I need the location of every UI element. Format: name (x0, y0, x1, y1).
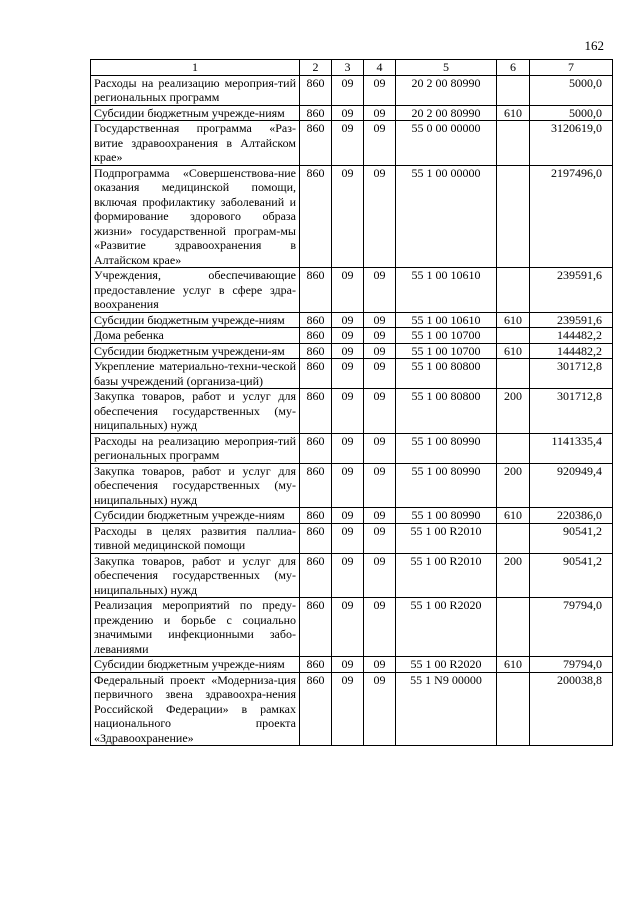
ministry-code-cell: 860 (300, 508, 332, 524)
target-article-cell: 55 1 00 R2020 (396, 598, 497, 657)
ministry-code-cell: 860 (300, 657, 332, 673)
expense-type-cell: 610 (497, 312, 530, 328)
ministry-code-cell: 860 (300, 268, 332, 313)
expense-type-cell: 200 (497, 389, 530, 434)
amount-cell: 1141335,4 (530, 433, 613, 463)
expense-type-cell (497, 165, 530, 268)
target-article-cell: 55 1 00 R2010 (396, 523, 497, 553)
amount-cell: 239591,6 (530, 268, 613, 313)
amount-cell: 144482,2 (530, 328, 613, 344)
table-row (91, 359, 613, 389)
section-code-cell: 09 (332, 165, 364, 268)
section-code-cell: 09 (332, 553, 364, 598)
table-row (91, 463, 613, 508)
table-row (91, 343, 613, 359)
target-article-cell: 55 1 00 80800 (396, 389, 497, 434)
column-header: 1 (91, 60, 300, 76)
ministry-code-cell: 860 (300, 389, 332, 434)
ministry-code-cell: 860 (300, 165, 332, 268)
budget-table (90, 59, 613, 746)
row-name-cell: Субсидии бюджетным учрежде-ниям (91, 312, 300, 328)
subsection-code-cell: 09 (364, 508, 396, 524)
row-name-cell: Подпрограмма «Совершенствова-ние оказания медицинской помощи, включая профилактику заболеваний и формирование здорового образа жизни» государственной програм-мы «Развитие здравоохранения в Алтайском крае» (91, 165, 300, 268)
amount-cell: 2197496,0 (530, 165, 613, 268)
table-row (91, 121, 613, 166)
table-row (91, 268, 613, 313)
section-code-cell: 09 (332, 672, 364, 746)
table-row (91, 657, 613, 673)
subsection-code-cell: 09 (364, 121, 396, 166)
subsection-code-cell: 09 (364, 165, 396, 268)
expense-type-cell (497, 121, 530, 166)
expense-type-cell (497, 75, 530, 105)
table-row (91, 508, 613, 524)
amount-cell: 5000,0 (530, 75, 613, 105)
ministry-code-cell: 860 (300, 75, 332, 105)
subsection-code-cell: 09 (364, 553, 396, 598)
ministry-code-cell: 860 (300, 105, 332, 121)
expense-type-cell (497, 672, 530, 746)
row-name-cell: Расходы в целях развития паллиа-тивной медицинской помощи (91, 523, 300, 553)
section-code-cell: 09 (332, 657, 364, 673)
column-header: 5 (396, 60, 497, 76)
ministry-code-cell: 860 (300, 121, 332, 166)
target-article-cell: 55 1 00 10700 (396, 328, 497, 344)
subsection-code-cell: 09 (364, 312, 396, 328)
row-name-cell: Субсидии бюджетным учрежде-ниям (91, 657, 300, 673)
row-name-cell: Расходы на реализацию мероприя-тий региональных программ (91, 75, 300, 105)
page-number: 162 (584, 38, 604, 53)
expense-type-cell (497, 328, 530, 344)
subsection-code-cell: 09 (364, 672, 396, 746)
target-article-cell: 20 2 00 80990 (396, 75, 497, 105)
row-name-cell: Государственная программа «Раз-витие здравоохранения в Алтайском крае» (91, 121, 300, 166)
target-article-cell: 55 1 00 R2010 (396, 553, 497, 598)
amount-cell: 200038,8 (530, 672, 613, 746)
amount-cell: 301712,8 (530, 359, 613, 389)
table-row (91, 312, 613, 328)
subsection-code-cell: 09 (364, 268, 396, 313)
target-article-cell: 55 1 00 00000 (396, 165, 497, 268)
column-header: 4 (364, 60, 396, 76)
subsection-code-cell: 09 (364, 598, 396, 657)
table-row (91, 165, 613, 268)
section-code-cell: 09 (332, 463, 364, 508)
subsection-code-cell: 09 (364, 75, 396, 105)
table-row (91, 328, 613, 344)
subsection-code-cell: 09 (364, 433, 396, 463)
header-row (91, 60, 613, 76)
target-article-cell: 55 1 00 R2020 (396, 657, 497, 673)
expense-type-cell (497, 359, 530, 389)
section-code-cell: 09 (332, 312, 364, 328)
amount-cell: 144482,2 (530, 343, 613, 359)
column-header: 3 (332, 60, 364, 76)
subsection-code-cell: 09 (364, 657, 396, 673)
row-name-cell: Укрепление материально-техни-ческой базы учреждений (организа-ций) (91, 359, 300, 389)
ministry-code-cell: 860 (300, 343, 332, 359)
amount-cell: 79794,0 (530, 598, 613, 657)
target-article-cell: 55 1 00 80990 (396, 463, 497, 508)
amount-cell: 3120619,0 (530, 121, 613, 166)
section-code-cell: 09 (332, 389, 364, 434)
amount-cell: 301712,8 (530, 389, 613, 434)
subsection-code-cell: 09 (364, 359, 396, 389)
ministry-code-cell: 860 (300, 598, 332, 657)
amount-cell: 79794,0 (530, 657, 613, 673)
section-code-cell: 09 (332, 105, 364, 121)
table-row (91, 672, 613, 746)
section-code-cell: 09 (332, 343, 364, 359)
amount-cell: 220386,0 (530, 508, 613, 524)
amount-cell: 920949,4 (530, 463, 613, 508)
target-article-cell: 55 1 00 10610 (396, 312, 497, 328)
column-header: 6 (497, 60, 530, 76)
row-name-cell: Субсидии бюджетным учрежде-ниям (91, 508, 300, 524)
ministry-code-cell: 860 (300, 312, 332, 328)
column-header: 7 (530, 60, 613, 76)
table-row (91, 433, 613, 463)
target-article-cell: 55 1 00 10610 (396, 268, 497, 313)
row-name-cell: Закупка товаров, работ и услуг для обеспечения государственных (му-ниципальных) нужд (91, 553, 300, 598)
table-row (91, 105, 613, 121)
section-code-cell: 09 (332, 75, 364, 105)
section-code-cell: 09 (332, 433, 364, 463)
section-code-cell: 09 (332, 508, 364, 524)
section-code-cell: 09 (332, 598, 364, 657)
amount-cell: 90541,2 (530, 523, 613, 553)
section-code-cell: 09 (332, 121, 364, 166)
row-name-cell: Закупка товаров, работ и услуг для обеспечения государственных (му-ниципальных) нужд (91, 463, 300, 508)
ministry-code-cell: 860 (300, 553, 332, 598)
expense-type-cell: 610 (497, 343, 530, 359)
table-row (91, 598, 613, 657)
target-article-cell: 55 1 N9 00000 (396, 672, 497, 746)
table-row (91, 389, 613, 434)
ministry-code-cell: 860 (300, 359, 332, 389)
expense-type-cell: 610 (497, 657, 530, 673)
subsection-code-cell: 09 (364, 343, 396, 359)
table-row (91, 523, 613, 553)
table-row (91, 553, 613, 598)
expense-type-cell: 200 (497, 463, 530, 508)
expense-type-cell: 200 (497, 553, 530, 598)
row-name-cell: Реализация мероприятий по преду-преждению и борьбе с социально значимыми инфекционными забо-леваниями (91, 598, 300, 657)
target-article-cell: 20 2 00 80990 (396, 105, 497, 121)
amount-cell: 5000,0 (530, 105, 613, 121)
subsection-code-cell: 09 (364, 523, 396, 553)
row-name-cell: Учреждения, обеспечивающие предоставление услуг в сфере здра-воохранения (91, 268, 300, 313)
row-name-cell: Федеральный проект «Модерниза-ция первичного звена здравоохра-нения Российской Федерации» в рамках национального проекта «Здравоохранение» (91, 672, 300, 746)
section-code-cell: 09 (332, 523, 364, 553)
section-code-cell: 09 (332, 328, 364, 344)
subsection-code-cell: 09 (364, 389, 396, 434)
subsection-code-cell: 09 (364, 105, 396, 121)
row-name-cell: Расходы на реализацию мероприя-тий региональных программ (91, 433, 300, 463)
column-header: 2 (300, 60, 332, 76)
target-article-cell: 55 1 00 10700 (396, 343, 497, 359)
target-article-cell: 55 1 00 80800 (396, 359, 497, 389)
subsection-code-cell: 09 (364, 463, 396, 508)
expense-type-cell: 610 (497, 105, 530, 121)
target-article-cell: 55 1 00 80990 (396, 508, 497, 524)
ministry-code-cell: 860 (300, 433, 332, 463)
expense-type-cell: 610 (497, 508, 530, 524)
expense-type-cell (497, 523, 530, 553)
amount-cell: 90541,2 (530, 553, 613, 598)
section-code-cell: 09 (332, 359, 364, 389)
expense-type-cell (497, 598, 530, 657)
ministry-code-cell: 860 (300, 463, 332, 508)
ministry-code-cell: 860 (300, 672, 332, 746)
ministry-code-cell: 860 (300, 523, 332, 553)
section-code-cell: 09 (332, 268, 364, 313)
target-article-cell: 55 0 00 00000 (396, 121, 497, 166)
row-name-cell: Субсидии бюджетным учреждени-ям (91, 343, 300, 359)
expense-type-cell (497, 268, 530, 313)
ministry-code-cell: 860 (300, 328, 332, 344)
amount-cell: 239591,6 (530, 312, 613, 328)
row-name-cell: Дома ребенка (91, 328, 300, 344)
subsection-code-cell: 09 (364, 328, 396, 344)
expense-type-cell (497, 433, 530, 463)
target-article-cell: 55 1 00 80990 (396, 433, 497, 463)
row-name-cell: Закупка товаров, работ и услуг для обеспечения государственных (му-ниципальных) нужд (91, 389, 300, 434)
row-name-cell: Субсидии бюджетным учрежде-ниям (91, 105, 300, 121)
table-row (91, 75, 613, 105)
